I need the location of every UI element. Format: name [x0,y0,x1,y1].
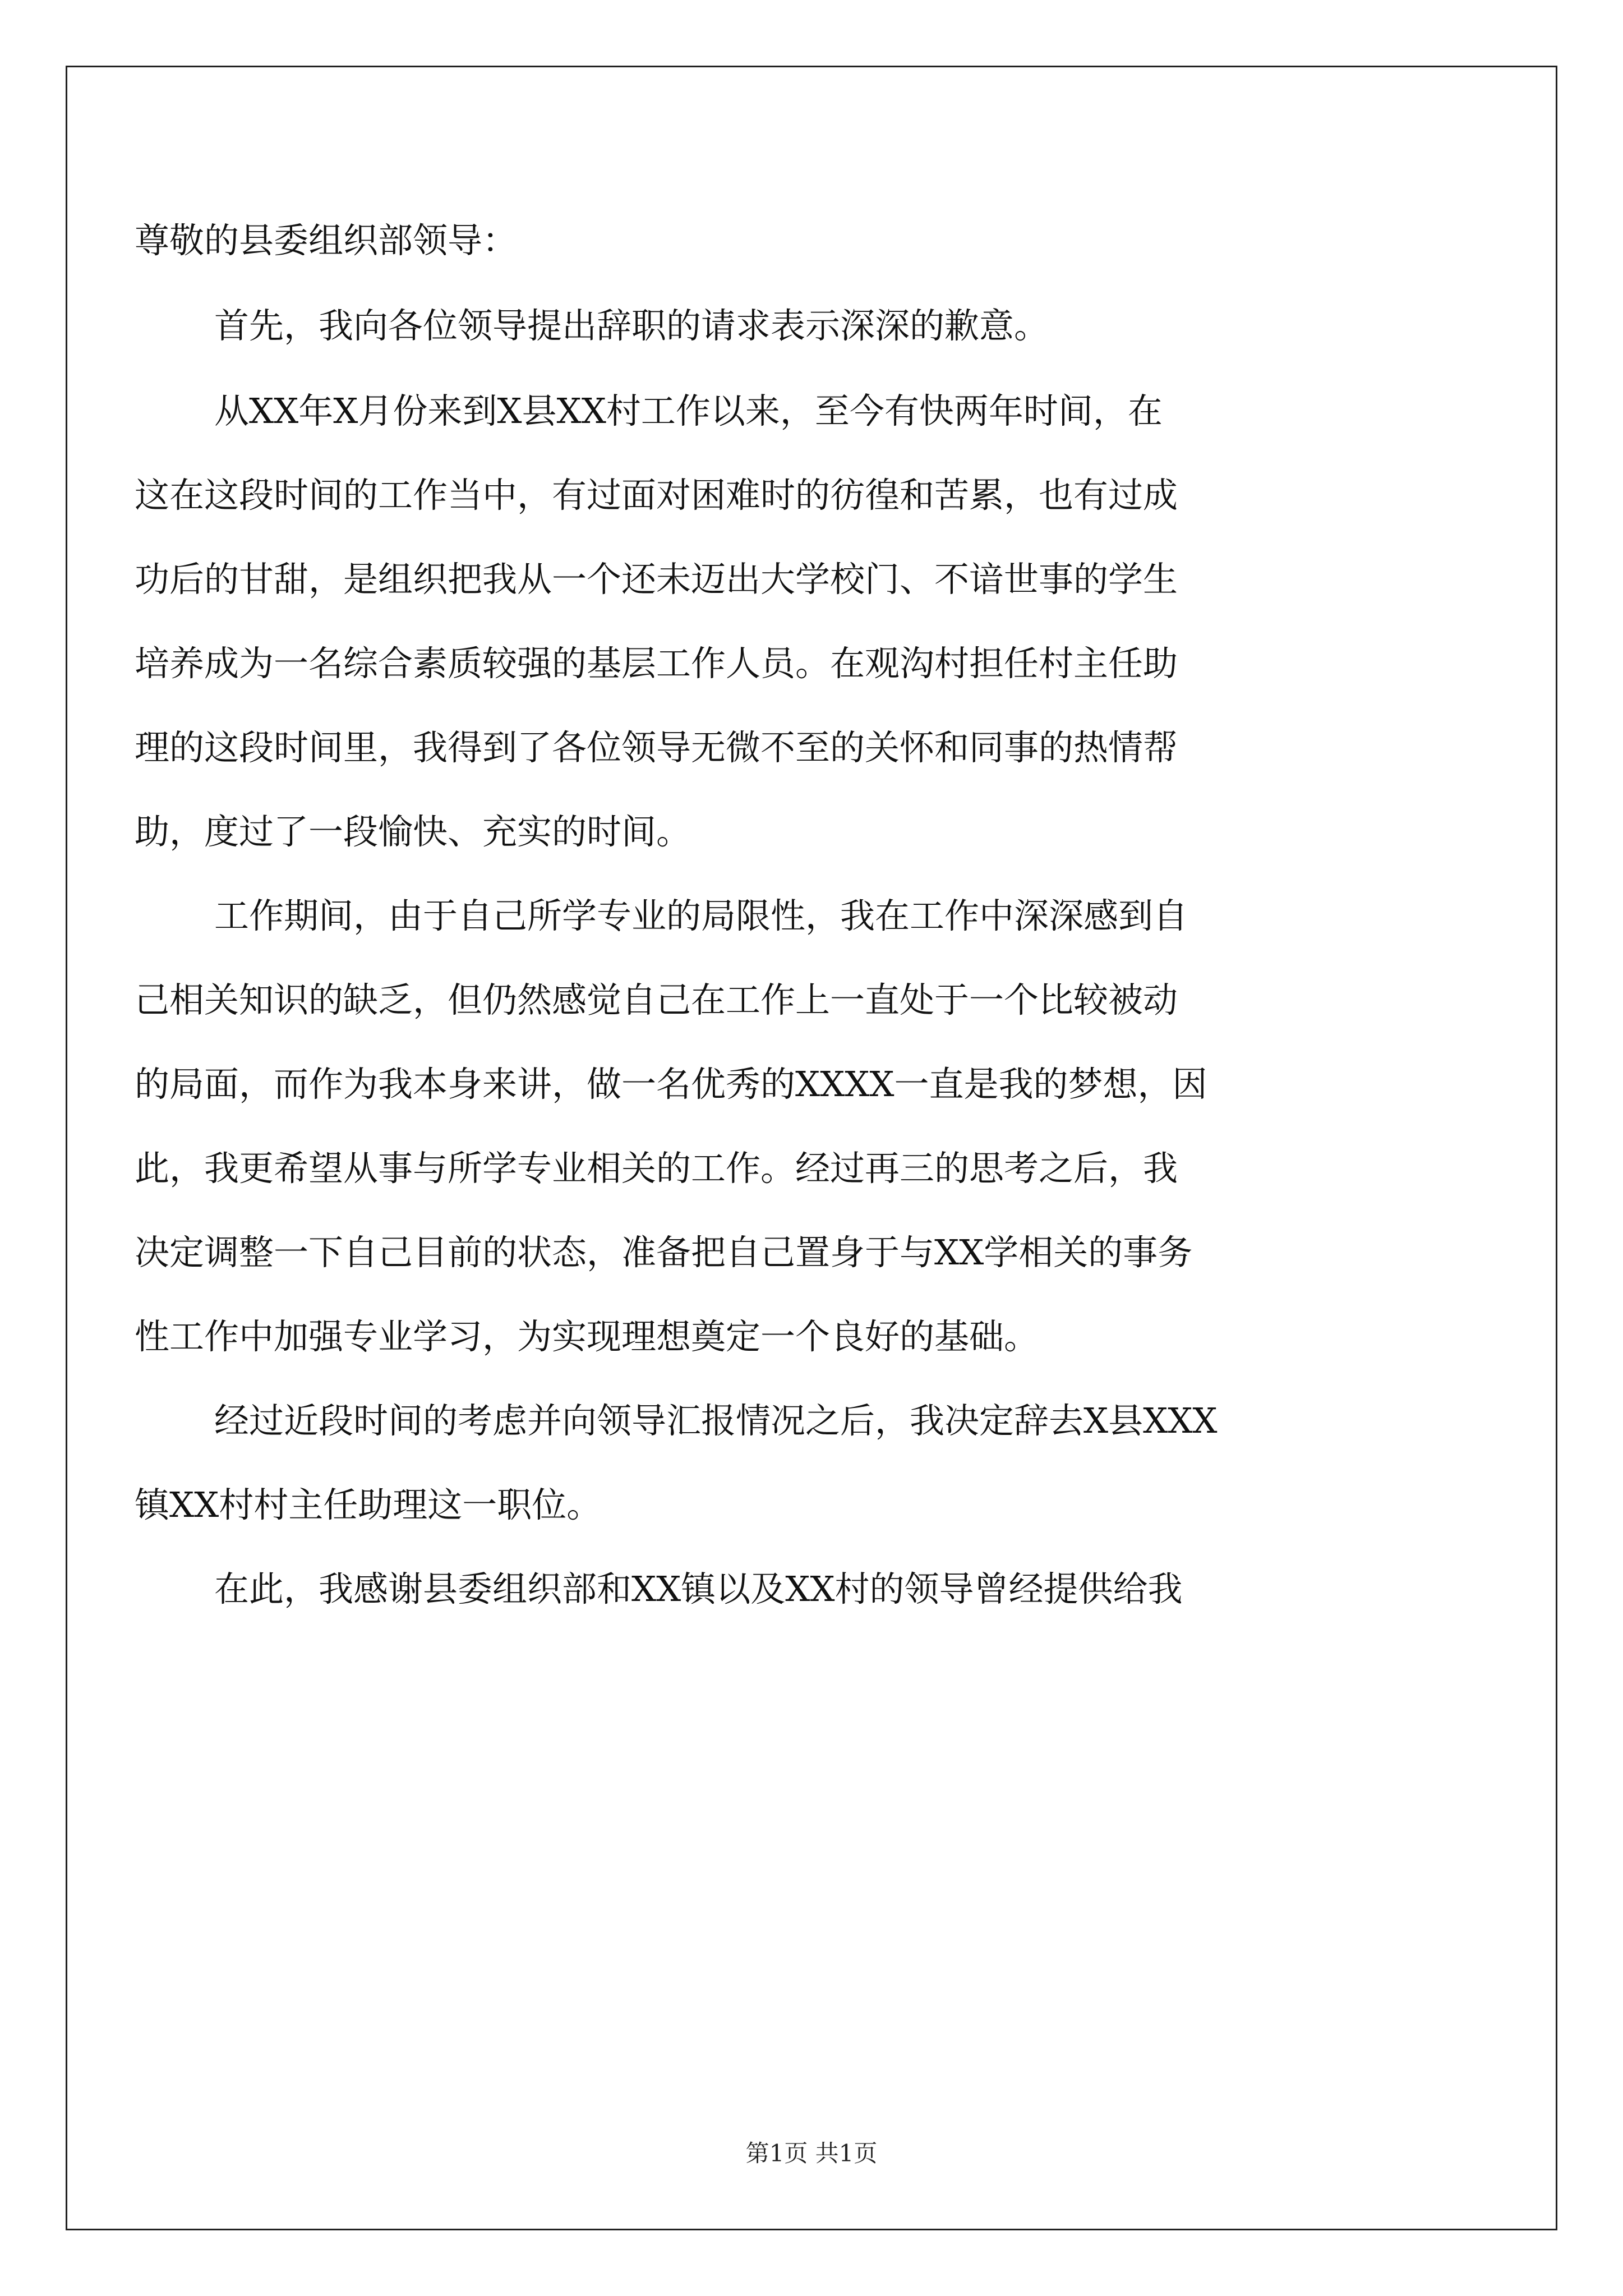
paragraph-3-line-3: 的局面，而作为我本身来讲，做一名优秀的XXXX一直是我的梦想，因 [135,1064,1207,1105]
paragraph-2-line-4: 培养成为一名综合素质较强的基层工作人员。在观沟村担任村主任助 [135,643,1178,684]
paragraph-3-line-1: 工作期间，由于自己所学专业的局限性，我在工作中深深感到自 [214,895,1188,936]
paragraph-3-line-5: 决定调整一下自己目前的状态，准备把自己置身于与XX学相关的事务 [135,1232,1193,1273]
paragraph-3-line-6: 性工作中加强专业学习，为实现理想奠定一个良好的基础。 [135,1316,1039,1357]
paragraph-1-line-1: 首先，我向各位领导提出辞职的请求表示深深的歉意。 [214,305,1049,346]
paragraph-2-line-3: 功后的甘甜，是组织把我从一个还未迈出大学校门、不谙世事的学生 [135,559,1178,600]
paragraph-2-line-2: 这在这段时间的工作当中，有过面对困难时的彷徨和苦累，也有过成 [135,475,1178,516]
paragraph-3-line-2: 己相关知识的缺乏，但仍然感觉自己在工作上一直处于一个比较被动 [135,979,1178,1020]
paragraph-2-line-5: 理的这段时间里，我得到了各位领导无微不至的关怀和同事的热情帮 [135,727,1178,768]
paragraph-4-line-2: 镇XX村村主任助理这一职位。 [135,1484,602,1525]
paragraph-4-line-1: 经过近段时间的考虑并向领导汇报情况之后，我决定辞去X县XXX [214,1400,1218,1441]
paragraph-5-line-1: 在此，我感谢县委组织部和XX镇以及XX村的领导曾经提供给我 [214,1568,1183,1609]
paragraph-2-line-1: 从XX年X月份来到X县XX村工作以来，至今有快两年时间，在 [214,390,1163,431]
page-footer: 第1页 共1页 [745,2139,878,2167]
paragraph-3-line-4: 此，我更希望从事与所学专业相关的工作。经过再三的思考之后，我 [135,1148,1178,1189]
paragraph-2-line-6: 助，度过了一段愉快、充实的时间。 [135,811,691,852]
salutation: 尊敬的县委组织部领导： [135,220,518,261]
